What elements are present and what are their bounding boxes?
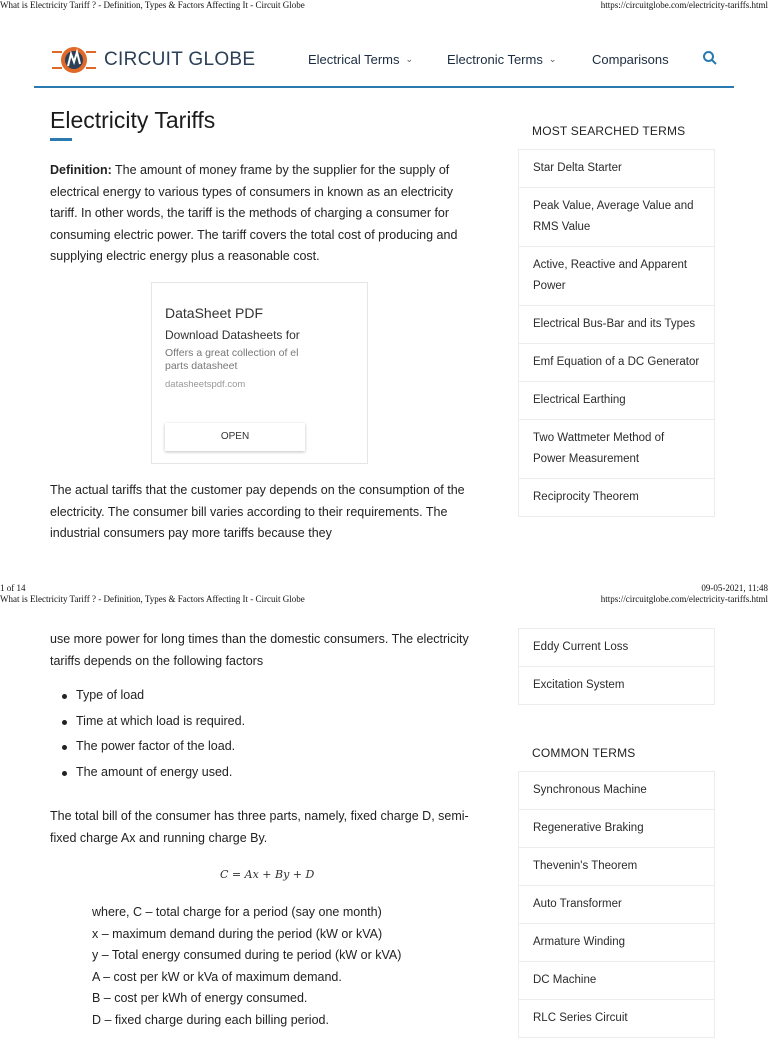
page-title: Electricity Tariffs xyxy=(50,107,216,133)
sidebar-link-active-reactive-power[interactable]: Active, Reactive and Apparent Power xyxy=(518,247,715,306)
nav-electronic-terms-label: Electronic Terms xyxy=(447,52,543,67)
site-logo[interactable] xyxy=(50,42,255,78)
definition-text: The amount of money frame by the supplier for the supply of electrical energy to various types of consumers in known as an electricity tariff. In other words, the tariff is the methods of charging a consumer for consuming electric power. The tariff covers the total cost of producing and supplying electric energy plus a reasonable cost. xyxy=(50,163,458,263)
ad-box[interactable] xyxy=(151,282,368,464)
sidebar-link-auto-transformer[interactable]: Auto Transformer xyxy=(518,886,715,924)
sidebar-link-two-wattmeter[interactable]: Two Wattmeter Method of Power Measurement xyxy=(518,420,715,479)
definition-line: x – maximum demand during the period (kW or kVA) xyxy=(92,926,383,941)
ad-open-button[interactable]: OPEN xyxy=(165,423,305,451)
most-searched-heading: MOST SEARCHED TERMS xyxy=(532,124,686,138)
list-item: The power factor of the load. xyxy=(62,739,245,765)
definition-label: Definition: xyxy=(50,163,112,177)
definition-paragraph xyxy=(50,160,480,268)
sidebar-link-emf-equation[interactable]: Emf Equation of a DC Generator xyxy=(518,344,715,382)
list-item: Time at which load is required. xyxy=(62,714,245,740)
consumption-paragraph-cont: use more power for long times than the domestic consumers. The electricity tariffs depends on the following factors xyxy=(50,632,469,668)
sidebar-link-excitation-system[interactable]: Excitation System xyxy=(518,667,715,705)
total-bill-paragraph: The total bill of the consumer has three parts, namely, fixed charge D, semi-fixed charge Ax and running charge By. xyxy=(50,809,469,845)
sidebar-link-dc-machine[interactable]: DC Machine xyxy=(518,962,715,1000)
sidebar-link-synchronous-machine[interactable]: Synchronous Machine xyxy=(518,771,715,810)
common-terms-heading: COMMON TERMS xyxy=(532,746,636,760)
print-header-url: https://circuitglobe.com/electricity-tariffs.html xyxy=(600,0,768,10)
nav-electronic-terms[interactable] xyxy=(447,52,556,67)
logo-icon xyxy=(50,42,98,78)
ad-content xyxy=(165,305,315,390)
print-header-title-2: What is Electricity Tariff ? - Definition, Types & Factors Affecting It - Circuit Globe xyxy=(0,594,305,604)
site-header xyxy=(34,30,734,88)
tariff-formula: C = Ax + By + D xyxy=(220,868,315,881)
definition-line: A – cost per kW or kVa of maximum demand. xyxy=(92,969,342,984)
search-icon xyxy=(702,50,718,66)
definition-line: D – fixed charge during each billing period. xyxy=(92,1012,329,1027)
sidebar-link-armature-winding[interactable]: Armature Winding xyxy=(518,924,715,962)
chevron-down-icon: ⌄ xyxy=(548,54,557,64)
nav-comparisons[interactable] xyxy=(592,52,669,67)
list-item: Type of load xyxy=(62,688,245,714)
sidebar-link-peak-value[interactable]: Peak Value, Average Value and RMS Value xyxy=(518,188,715,247)
ad-subtitle: Download Datasheets for xyxy=(165,328,300,342)
sidebar-link-bus-bar[interactable]: Electrical Bus-Bar and its Types xyxy=(518,306,715,344)
nav-comparisons-label: Comparisons xyxy=(592,52,669,67)
print-date: 09-05-2021, 11:48 xyxy=(701,583,768,593)
ad-description: Offers a great collection of el parts datasheet xyxy=(165,347,299,372)
search-button[interactable] xyxy=(702,50,718,66)
consumption-paragraph: The actual tariffs that the customer pay depends on the consumption of the electricity. The consumer bill varies according to their requirements. The industrial consumers pay more tariffs because they xyxy=(50,483,465,540)
chevron-down-icon: ⌄ xyxy=(405,54,414,64)
ad-title: DataSheet PDF xyxy=(165,305,264,321)
list-item: The amount of energy used. xyxy=(62,765,245,791)
logo-text: CIRCUIT GLOBE xyxy=(104,49,256,70)
title-underline xyxy=(50,138,72,141)
print-header-title: What is Electricity Tariff ? - Definition, Types & Factors Affecting It - Circuit Globe xyxy=(0,0,305,10)
sidebar-link-electrical-earthing[interactable]: Electrical Earthing xyxy=(518,382,715,420)
factors-list xyxy=(62,688,245,790)
definition-line: B – cost per kWh of energy consumed. xyxy=(92,991,308,1005)
definition-line: y – Total energy consumed during te period (kW or kVA) xyxy=(92,948,402,962)
sidebar-link-reciprocity-theorem[interactable]: Reciprocity Theorem xyxy=(518,479,715,517)
print-header-url-2: https://circuitglobe.com/electricity-tariffs.html xyxy=(600,594,768,604)
nav-electrical-terms[interactable] xyxy=(308,52,413,67)
sidebar-link-eddy-current-loss[interactable]: Eddy Current Loss xyxy=(518,628,715,667)
most-searched-list-cont xyxy=(518,628,715,705)
sidebar-link-star-delta-starter[interactable]: Star Delta Starter xyxy=(518,149,715,188)
most-searched-list xyxy=(518,149,715,517)
common-terms-list xyxy=(518,771,715,1038)
sidebar-link-thevenins-theorem[interactable]: Thevenin's Theorem xyxy=(518,848,715,886)
nav-electrical-terms-label: Electrical Terms xyxy=(308,52,400,67)
sidebar-link-regenerative-braking[interactable]: Regenerative Braking xyxy=(518,810,715,848)
definition-line: where, C – total charge for a period (say one month) xyxy=(92,905,382,919)
print-page-number: 1 of 14 xyxy=(0,583,26,593)
sidebar-link-rlc-series-circuit[interactable]: RLC Series Circuit xyxy=(518,1000,715,1038)
formula-definitions xyxy=(92,902,401,1031)
ad-url: datasheetspdf.com xyxy=(165,379,246,390)
